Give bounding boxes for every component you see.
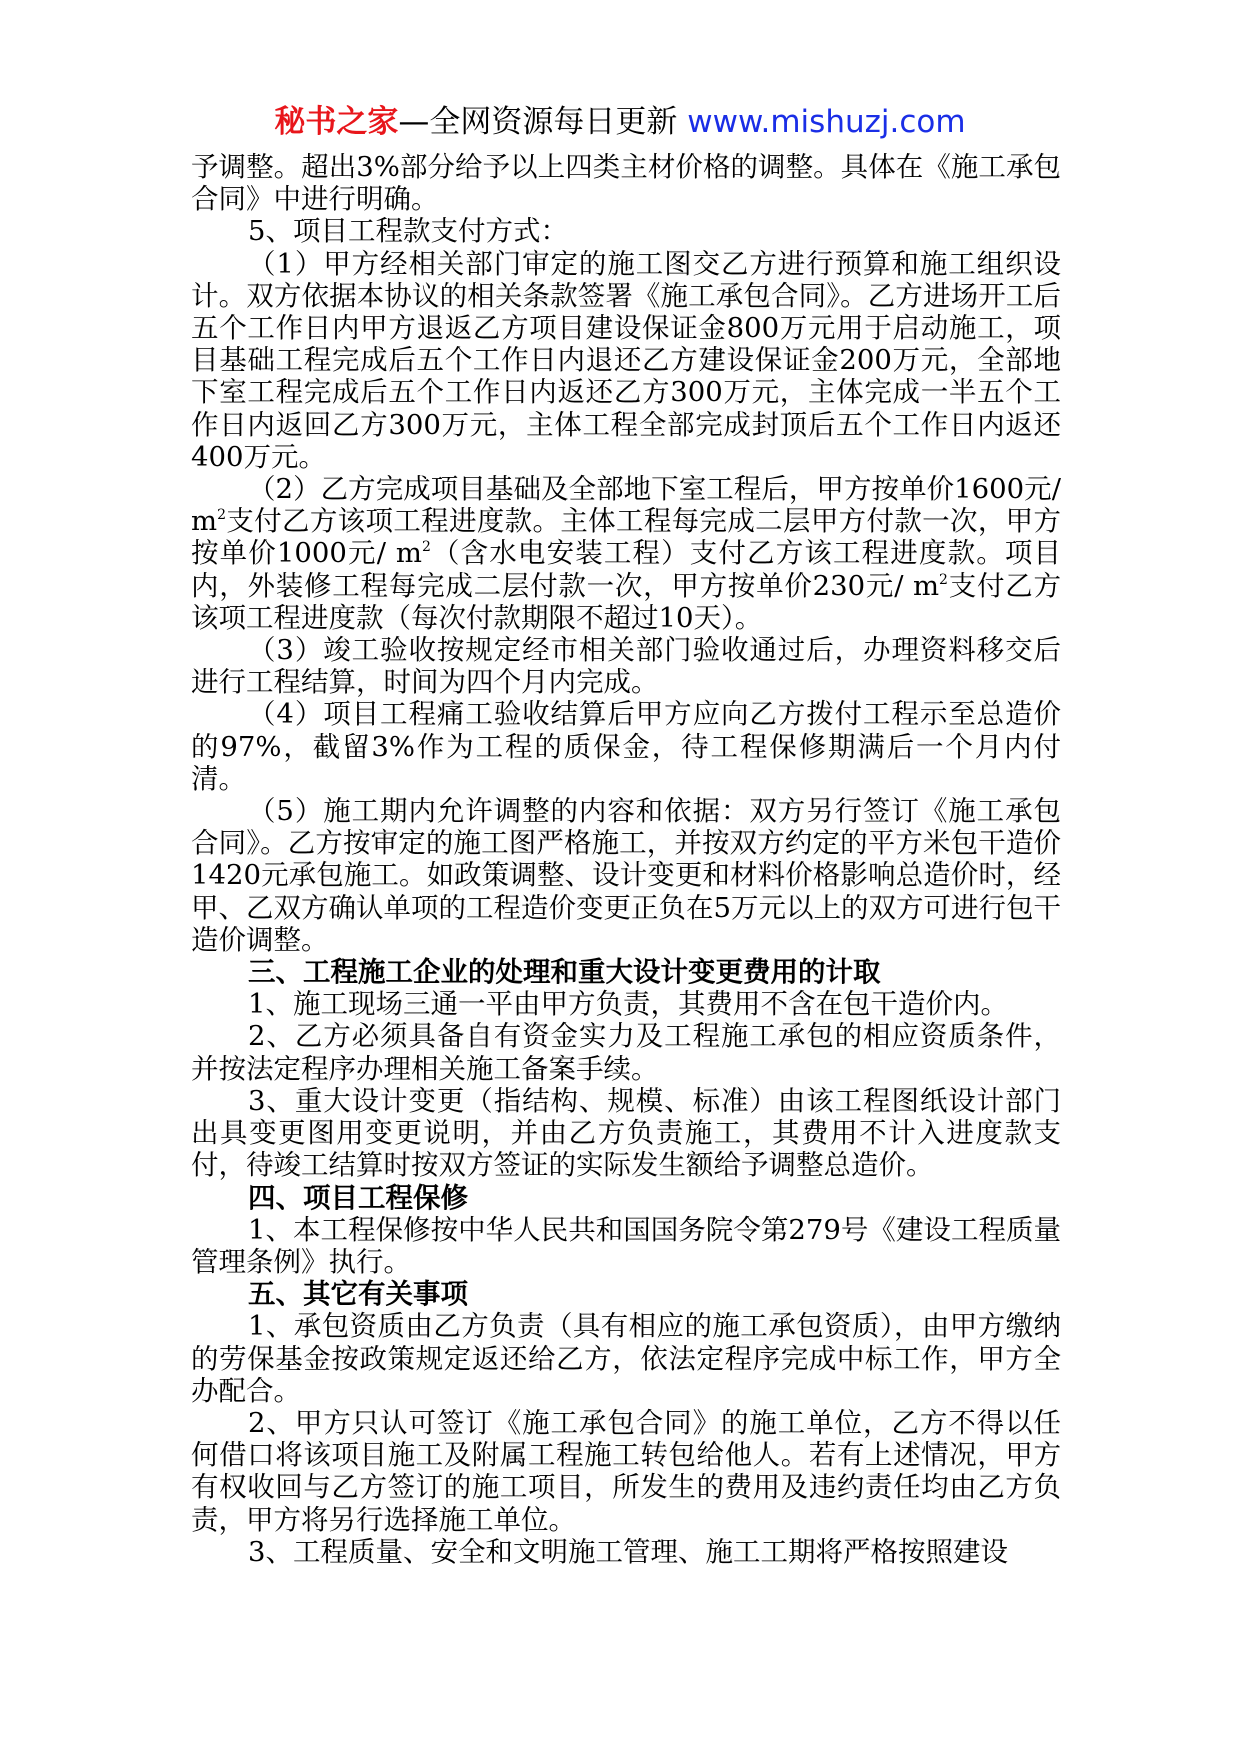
paragraph-payment-method: 5、项目工程款支付方式： (248, 215, 568, 248)
paragraph-section4-item-1: 1、本工程保修按中华人民共和国国务院令第279号《建设工程质量管理条例》执行。 (191, 1213, 1061, 1278)
paragraph-payment-item-1: （1）甲方经相关部门审定的施工图交乙方进行预算和施工组织设计。双方依据本协议的相关条款签署《施工承包合同》。乙方进场开工后五个工作日内甲方退返乙方项目建设保证金800万元用于启动施工，项目基础工程完成后五个工作日内退还乙方建设保证金200万元，全部地下室工程完成后五个工作日内返还乙方300万元，主体完成一半五个工作日内返回乙方300万元，主体工程全部完成封顶后五个工作日内返还400万元。 (191, 247, 1061, 473)
section-heading-3: 三、工程施工企业的处理和重大设计变更费用的计取 (248, 956, 881, 989)
section-heading-4: 四、项目工程保修 (248, 1181, 468, 1214)
paragraph-section5-item-3: 3、工程质量、安全和文明施工管理、施工工期将严格按照建设 (248, 1535, 1008, 1568)
paragraph-section5-item-1: 1、承包资质由乙方负责（具有相应的施工承包资质），由甲方缴纳的劳保基金按政策规定返还给乙方，依法定程序完成中标工作，甲方全办配合。 (191, 1310, 1061, 1407)
page-header (0, 100, 1240, 144)
document-body (191, 151, 1061, 1568)
paragraph-payment-item-4: （4）项目工程痛工验收结算后甲方应向乙方拨付工程示至总造价的97%，截留3%作为工程的质保金，待工程保修期满后一个月内付清。 (191, 698, 1061, 795)
site-url-link[interactable]: www.mishuzj.com (687, 104, 966, 140)
paragraph-continuation: 予调整。超出3%部分给予以上四类主材价格的调整。具体在《施工承包合同》中进行明确。 (191, 151, 1061, 216)
section-heading-5: 五、其它有关事项 (248, 1278, 468, 1311)
paragraph-section3-item-1: 1、施工现场三通一平由甲方负责，其费用不含在包干造价内。 (248, 988, 1008, 1021)
brand-name: 秘书之家 (274, 104, 399, 140)
paragraph-payment-item-5: （5）施工期内允许调整的内容和依据：双方另行签订《施工承包合同》。乙方按审定的施工图严格施工，并按双方约定的平方米包干造价1420元承包施工。如政策调整、设计变更和材料价格影响总造价时，经甲、乙双方确认单项的工程造价变更正负在5万元以上的双方可进行包干造价调整。 (191, 795, 1061, 956)
paragraph-payment-item-3: （3）竣工验收按规定经市相关部门验收通过后，办理资料移交后进行工程结算，时间为四个月内完成。 (191, 634, 1061, 699)
paragraph-section3-item-3: 3、重大设计变更（指结构、规模、标准）由该工程图纸设计部门出具变更图用变更说明，并由乙方负责施工，其费用不计入进度款支付，待竣工结算时按双方签证的实际发生额给予调整总造价。 (191, 1084, 1061, 1182)
paragraph-payment-item-2: （2）乙方完成项目基础及全部地下室工程后，甲方按单价1600元/ $m^2$支付乙方该项工程进度款。主体工程每完成二层甲方付款一次，甲方按单价1000元/ $m^2$（含水电安装工程）支付乙方该工程进度款。项目内，外装修工程每完成二层付款一次，甲方按单价230元/ $m^2$支付乙方该项工程进度款（每次付款期限不超过10天）。 (191, 473, 1062, 634)
paragraph-section5-item-2: 2、甲方只认可签订《施工承包合同》的施工单位，乙方不得以任何借口将该项目施工及附属工程施工转包给他人。若有上述情况，甲方有权收回与乙方签订的施工项目，所发生的费用及违约责任均由乙方负责，甲方将另行选择施工单位。 (191, 1406, 1061, 1536)
paragraph-section3-item-2: 2、乙方必须具备自有资金实力及工程施工承包的相应资质条件，并按法定程序办理相关施工备案手续。 (191, 1020, 1061, 1085)
header-tagline: —全网资源每日更新 (398, 104, 678, 140)
